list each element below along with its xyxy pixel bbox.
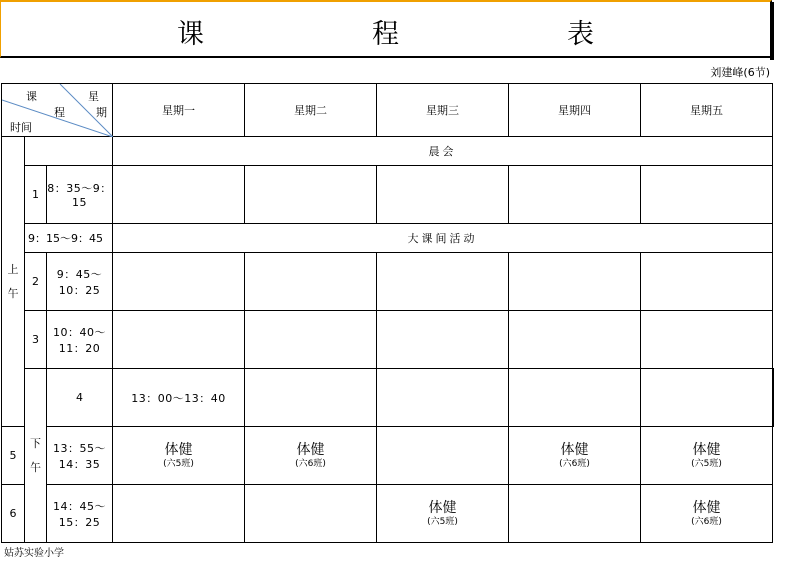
period-number: 5 (2, 427, 25, 485)
header-row (2, 84, 774, 137)
period-row-5 (2, 427, 774, 485)
cell-p1-wed (377, 166, 509, 224)
cell-p1-mon (113, 166, 245, 224)
cell-p4-fri (773, 369, 774, 427)
class-name: 体健 (560, 441, 589, 458)
day-header-wed: 星期三 (377, 84, 509, 137)
class-name: 体健 (164, 441, 193, 458)
cell-p2-tue (245, 253, 377, 311)
period-row-3 (2, 311, 774, 369)
teacher-label: 刘建峰(6节) (710, 66, 770, 79)
class-group: (六5班) (427, 516, 458, 527)
big-break-row (2, 224, 774, 253)
cell-p6-fri (641, 485, 773, 543)
period-time: 9：45～10：25 (47, 253, 113, 311)
class-name: 体健 (692, 441, 721, 458)
period-time: 10：40～11：20 (47, 311, 113, 369)
period-number: 3 (25, 311, 47, 369)
cell-p4-tue (377, 369, 509, 427)
corner-shijian: 时间 (10, 121, 32, 134)
cell-p3-thu (509, 311, 641, 369)
period-time: 13：00～13：40 (113, 369, 245, 427)
period-row-2 (2, 253, 774, 311)
period-row-1 (2, 166, 774, 224)
morning-label: 上 午 (2, 137, 25, 427)
cell-p2-wed (377, 253, 509, 311)
cell-p4-mon (245, 369, 377, 427)
cell-p5-mon (113, 427, 245, 485)
day-header-fri: 星期五 (641, 84, 773, 137)
break-time: 9：15～9：45 (25, 224, 113, 253)
cell-p2-thu (509, 253, 641, 311)
period-number: 6 (2, 485, 25, 543)
cell-p6-thu (509, 485, 641, 543)
period-number: 4 (47, 369, 113, 427)
cell-p1-tue (245, 166, 377, 224)
class-group: (六5班) (691, 458, 722, 469)
class-name: 体健 (692, 499, 721, 516)
school-name: 姑苏实验小学 (4, 548, 64, 559)
cell-p5-fri (641, 427, 773, 485)
cell-p5-wed (377, 427, 509, 485)
class-group: (六6班) (691, 516, 722, 527)
cell-p1-thu (509, 166, 641, 224)
period-time: 13：55～14：35 (47, 427, 113, 485)
cell-p4-thu (641, 369, 773, 427)
morning-meeting-row (2, 137, 774, 166)
cell-p3-mon (113, 311, 245, 369)
cell-p6-mon (113, 485, 245, 543)
morning-meeting-label: 晨会 (113, 137, 773, 166)
corner-qi: 期 (96, 106, 107, 119)
corner-cheng: 程 (54, 106, 65, 119)
period-number: 1 (25, 166, 47, 224)
title-box (0, 0, 772, 58)
cell-p3-fri (641, 311, 773, 369)
corner-cell (2, 84, 113, 137)
cell-p4-wed (509, 369, 641, 427)
corner-ke: 课 (26, 90, 37, 103)
cell-p6-wed (377, 485, 509, 543)
period-row-6 (2, 485, 774, 543)
day-header-tue: 星期二 (245, 84, 377, 137)
corner-xing: 星 (88, 90, 99, 103)
day-header-mon: 星期一 (113, 84, 245, 137)
cell-p2-mon (113, 253, 245, 311)
cell-p3-wed (377, 311, 509, 369)
class-name: 体健 (428, 499, 457, 516)
page-title: 课 程 表 (177, 19, 632, 50)
cell-p1-fri (641, 166, 773, 224)
cell-p2-fri (641, 253, 773, 311)
afternoon-label: 下 午 (25, 369, 47, 543)
period-row-4 (2, 369, 774, 427)
period-time: 8：35～9：15 (47, 166, 113, 224)
schedule-table (1, 83, 774, 543)
cell-p5-tue (245, 427, 377, 485)
morning-meeting-blank (25, 137, 113, 166)
cell-p3-tue (245, 311, 377, 369)
big-break-label: 大课间活动 (113, 224, 773, 253)
cell-p6-tue (245, 485, 377, 543)
class-group: (六6班) (559, 458, 590, 469)
day-header-thu: 星期四 (509, 84, 641, 137)
title-border-bar (770, 2, 774, 60)
cell-p5-thu (509, 427, 641, 485)
class-group: (六5班) (163, 458, 194, 469)
period-time: 14：45～15：25 (47, 485, 113, 543)
class-group: (六6班) (295, 458, 326, 469)
class-name: 体健 (296, 441, 325, 458)
period-number: 2 (25, 253, 47, 311)
